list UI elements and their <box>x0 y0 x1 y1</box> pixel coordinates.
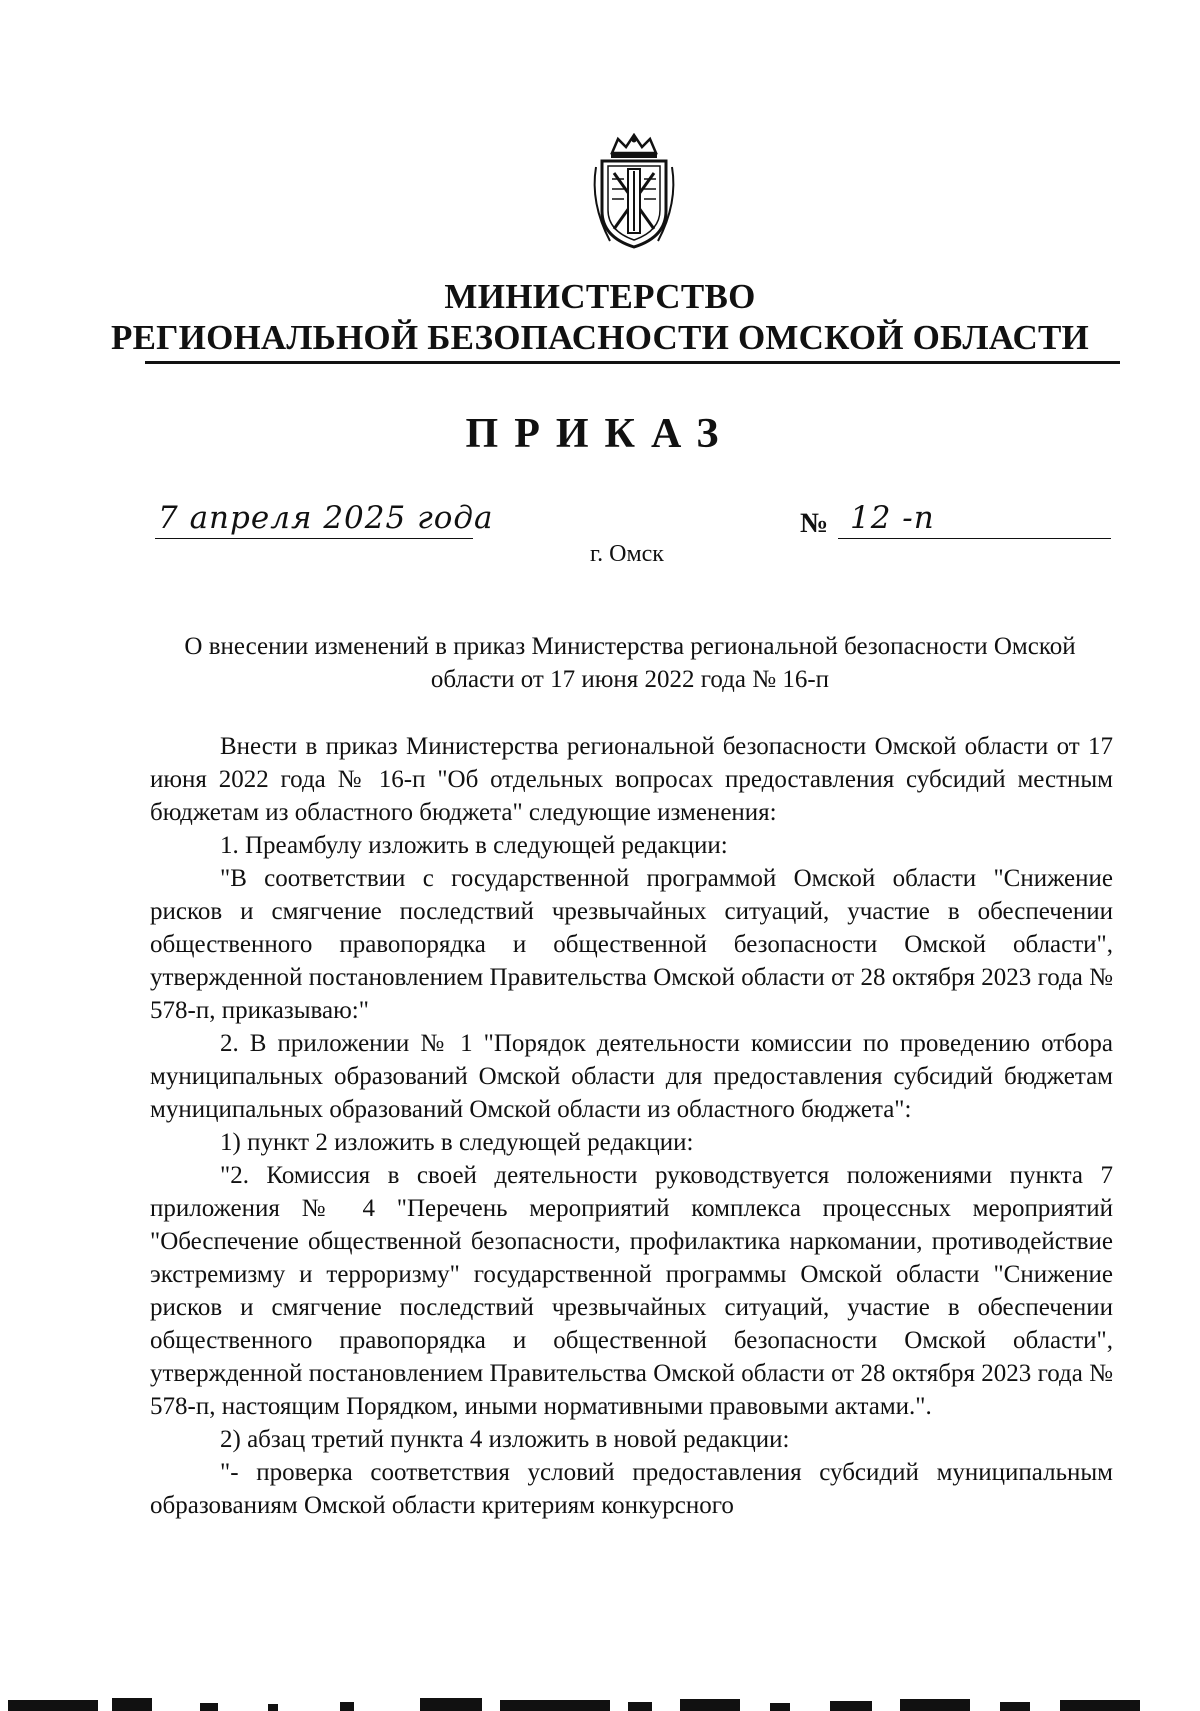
number-underline <box>838 538 1111 539</box>
scan-edge-artifact <box>0 1694 1200 1711</box>
body-paragraph: 1) пункт 2 изложить в следующей редакции: <box>220 1129 694 1156</box>
number-sign: № <box>800 508 829 539</box>
body-paragraph: 1. Преамбулу изложить в следующей редакции: <box>220 832 728 859</box>
order-subject: О внесении изменений в приказ Министерства региональной безопасности Омской области от 17 июня 2022 года № 16-п <box>184 633 1076 693</box>
header-divider <box>145 361 1120 364</box>
order-body <box>150 730 1113 1522</box>
body-paragraph: "- проверка соответствия условий предоставления субсидий муниципальным образованиям Омской области критериям конкурсного <box>150 1459 1113 1519</box>
order-number: 12 -п <box>850 500 935 536</box>
document-type-title: ПРИКАЗ <box>465 411 735 457</box>
ministry-name-line1: МИНИСТЕРСТВО <box>444 277 756 316</box>
order-date: 7 апреля 2025 года <box>158 500 494 536</box>
body-paragraph: Внести в приказ Министерства региональной безопасности Омской области от 17 июня 2022 года № 16-п "Об отдельных вопросах предоставления субсидий местным бюджетам из областного бюджета" следующие изменения: <box>150 733 1113 826</box>
body-paragraph: "2. Комиссия в своей деятельности руководствуется положениями пункта 7 приложения № 4 "Перечень мероприятий комплекса процессных мероприятий "Обеспечение общественной безопасности, профилактика наркомании, противодействие экстремизму и терроризму" государственной программы Омской области "Снижение рисков и смягчение последствий чрезвычайных ситуаций, участие в обеспечении общественного правопорядка и общественной безопасности Омской области", утвержденной постановлением Правительства Омской области от 28 октября 2023 года № 578-п, настоящим Порядком, иными нормативными правовыми актами.". <box>150 1162 1113 1420</box>
coat-of-arms-icon <box>584 133 684 251</box>
ministry-name-line2: РЕГИОНАЛЬНОЙ БЕЗОПАСНОСТИ ОМСКОЙ ОБЛАСТИ <box>111 318 1089 357</box>
body-paragraph: 2) абзац третий пункта 4 изложить в новой редакции: <box>220 1426 790 1453</box>
body-paragraph: "В соответствии с государственной программой Омской области "Снижение рисков и смягчение последствий чрезвычайных ситуаций, участие в обеспечении общественного правопорядка и общественной безопасности Омской области", утвержденной постановлением Правительства Омской области от 28 октября 2023 года № 578-п, приказываю:" <box>150 865 1113 1024</box>
city-label: г. Омск <box>590 541 664 567</box>
date-underline <box>155 538 473 539</box>
body-paragraph: 2. В приложении № 1 "Порядок деятельности комиссии по проведению отбора муниципальных образований Омской области для предоставления субсидий бюджетам муниципальных образований Омской области из областного бюджета": <box>150 1030 1113 1123</box>
